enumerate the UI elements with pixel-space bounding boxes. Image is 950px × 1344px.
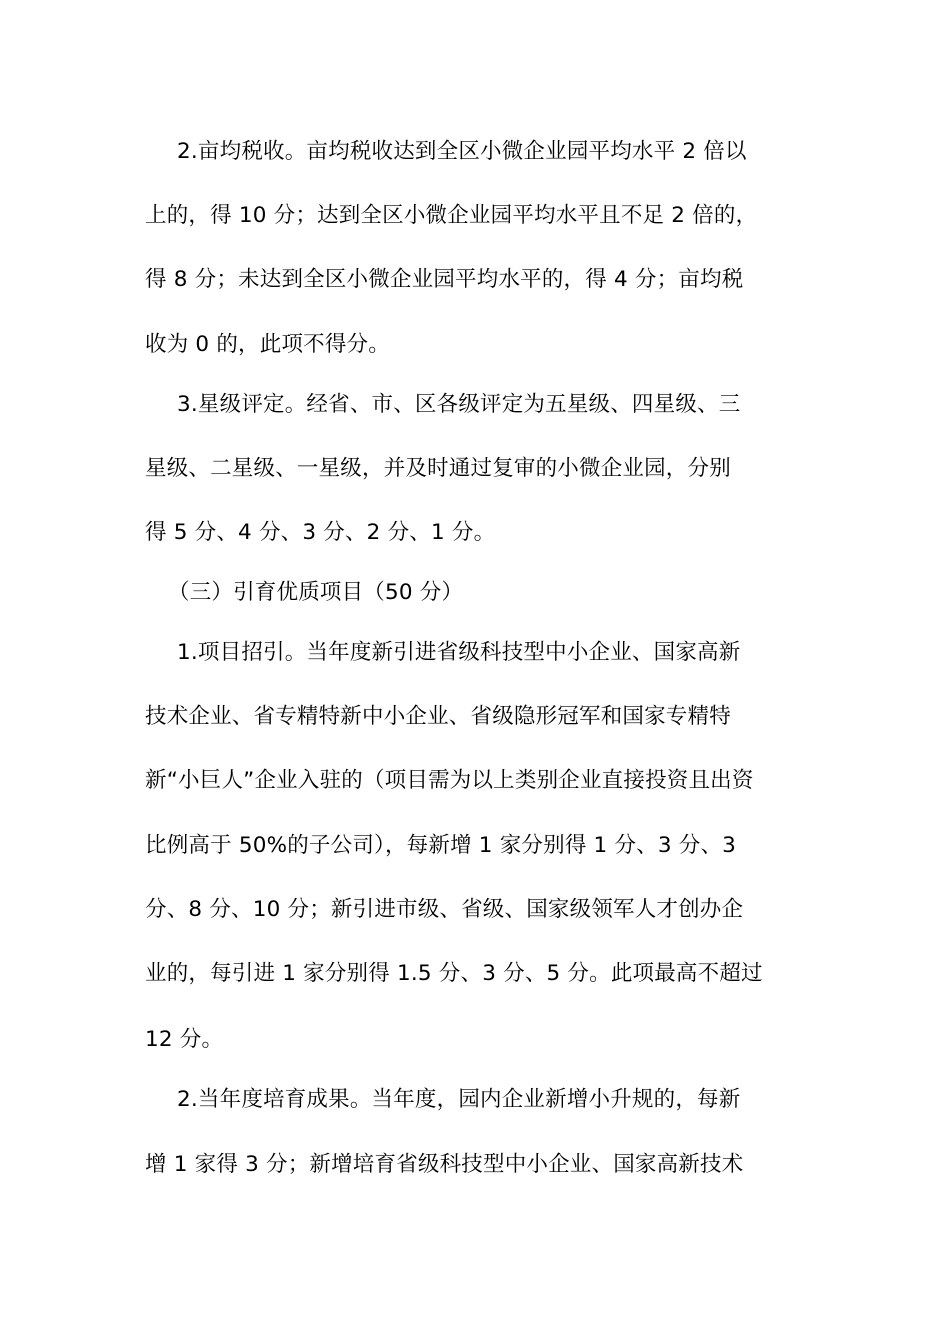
- paragraph-line: 分、8 分、10 分；新引进市级、省级、国家级领军人才创办企: [145, 897, 744, 922]
- paragraph-line: 12 分。: [145, 1027, 224, 1052]
- paragraph-line: 2.当年度培育成果。当年度，园内企业新增小升规的，每新: [177, 1087, 741, 1112]
- paragraph-line: 业的，每引进 1 家分别得 1.5 分、3 分、5 分。此项最高不超过: [145, 961, 763, 986]
- paragraph-line: 增 1 家得 3 分；新增培育省级科技型中小企业、国家高新技术: [145, 1152, 744, 1177]
- paragraph-line: 收为 0 的，此项不得分。: [145, 332, 390, 357]
- paragraph-line: 比例高于 50%的子公司），每新增 1 家分别得 1 分、3 分、3: [145, 833, 737, 858]
- paragraph-line: 新“小巨人”企业入驻的（项目需为以上类别企业直接投资且出资: [145, 768, 754, 793]
- paragraph-line: 1.项目招引。当年度新引进省级科技型中小企业、国家高新: [177, 640, 741, 665]
- paragraph-line: 得 8 分；未达到全区小微企业园平均水平的，得 4 分；亩均税: [145, 267, 744, 292]
- section-heading: （三）引育优质项目（50 分）: [168, 580, 464, 605]
- paragraph-line: 上的，得 10 分；达到全区小微企业园平均水平且不足 2 倍的，: [145, 203, 758, 228]
- paragraph-line: 星级、二星级、一星级，并及时通过复审的小微企业园，分别: [145, 456, 731, 481]
- paragraph-line: 得 5 分、4 分、3 分、2 分、1 分。: [145, 520, 496, 545]
- paragraph-line: 2.亩均税收。亩均税收达到全区小微企业园平均水平 2 倍以: [177, 139, 747, 164]
- paragraph-line: 3.星级评定。经省、市、区各级评定为五星级、四星级、三: [177, 392, 741, 417]
- paragraph-line: 技术企业、省专精特新中小企业、省级隐形冠军和国家专精特: [145, 704, 731, 729]
